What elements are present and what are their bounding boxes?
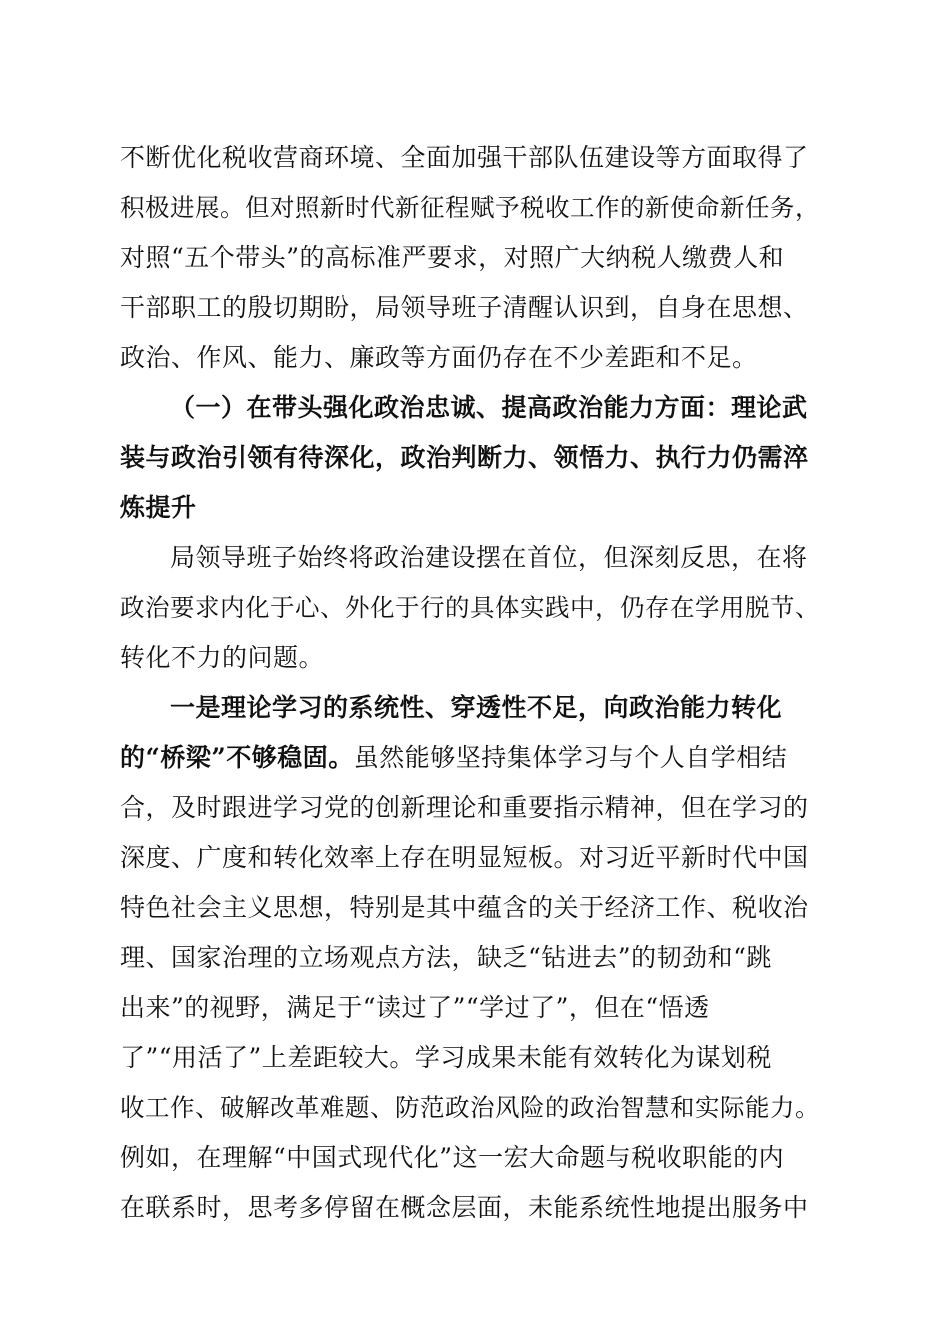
section-heading-line-2: 装与政治引领有待深化，政治判断力、领悟力、执行力仍需淬 xyxy=(120,443,809,472)
section-heading-line-3: 炼提升 xyxy=(120,493,197,522)
point-one-bold-lead: 的“桥梁”不够稳固。 xyxy=(120,743,354,772)
intro-line-3: 对照“五个带头”的高标准严要求，对照广大纳税人缴费人和 xyxy=(120,243,785,272)
intro-line-4: 干部职工的殷切期盼，局领导班子清醒认识到，自身在思想、 xyxy=(120,293,809,322)
point-one-bold-line-1: 一是理论学习的系统性、穿透性不足，向政治能力转化 xyxy=(170,693,783,722)
point-one-line-3: 合，及时跟进学习党的创新理论和重要指示精神，但在学习的 xyxy=(120,793,809,822)
intro-line-5: 政治、作风、能力、廉政等方面仍存在不少差距和不足。 xyxy=(120,343,758,372)
intro-line-2: 积极进展。但对照新时代新征程赋予税收工作的新使命新任务， xyxy=(120,193,820,222)
point-one-line-4: 深度、广度和转化效率上存在明显短板。对习近平新时代中国 xyxy=(120,843,809,872)
intro-line-1: 不断优化税收营商环境、全面加强干部队伍建设等方面取得了 xyxy=(120,143,809,172)
section-intro-line-3: 转化不力的问题。 xyxy=(120,643,325,672)
point-one-line-7: 出来”的视野，满足于“读过了”“学过了”，但在“悟透 xyxy=(120,993,710,1022)
section-intro-line-1: 局领导班子始终将政治建设摆在首位，但深刻反思，在将 xyxy=(170,543,808,572)
section-heading-line-1: （一）在带头强化政治忠诚、提高政治能力方面：理论武 xyxy=(170,393,808,422)
section-intro-line-2: 政治要求内化于心、外化于行的具体实践中，仍存在学用脱节、 xyxy=(120,593,820,622)
point-one-line-11: 在联系时，思考多停留在概念层面，未能系统性地提出服务中 xyxy=(120,1193,809,1222)
point-one-line-10: 例如，在理解“中国式现代化”这一宏大命题与税收职能的内 xyxy=(120,1143,785,1172)
point-one-line-8: 了”“用活了”上差距较大。学习成果未能有效转化为谋划税 xyxy=(120,1043,772,1072)
point-one-line-2-rest: 虽然能够坚持集体学习与个人自学相结 xyxy=(353,743,788,772)
point-one-line-5: 特色社会主义思想，特别是其中蕴含的关于经济工作、税收治 xyxy=(120,893,809,922)
point-one-line-2 xyxy=(120,738,787,778)
point-one-line-9: 收工作、破解改革难题、防范政治风险的政治智慧和实际能力。 xyxy=(120,1093,820,1122)
point-one-line-6: 理、国家治理的立场观点方法，缺乏“钻进去”的韧劲和“跳 xyxy=(120,943,772,972)
